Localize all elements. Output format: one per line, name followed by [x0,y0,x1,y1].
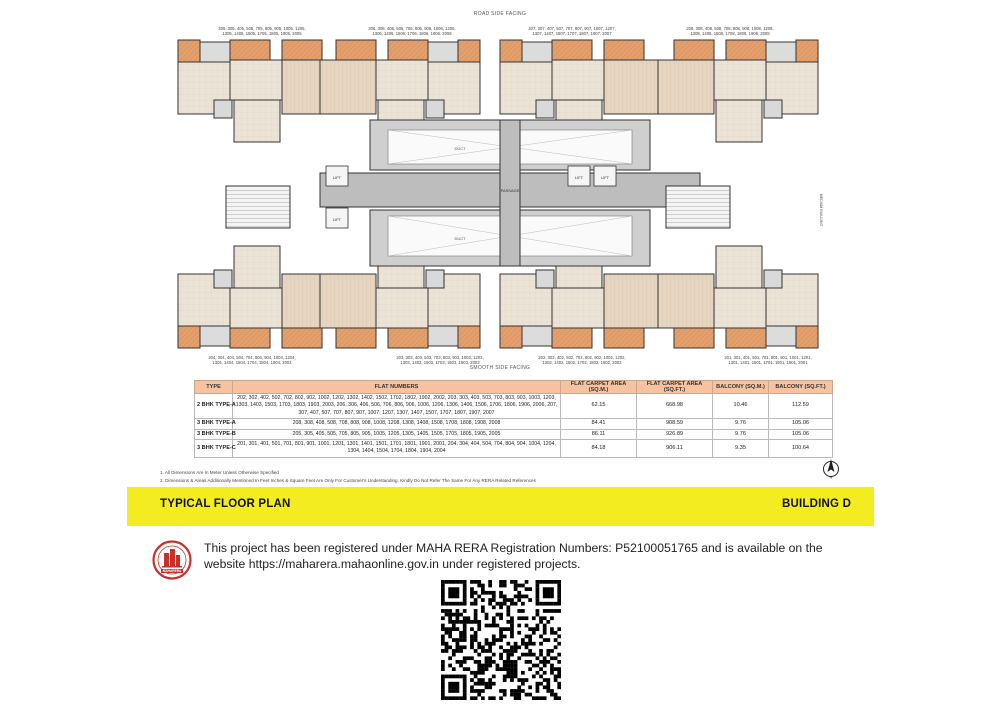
room-toilet [522,42,552,62]
carpet-area-sqm: 86.11 [561,429,637,439]
room-living-room [658,274,714,328]
room-balcony [458,326,480,348]
room-balcony [336,328,376,348]
room-balcony [388,328,428,348]
room-balcony [674,328,714,348]
unit-type: 3 BHK TYPE-A [195,419,233,429]
duct-label: DUCT [454,236,466,241]
flat-numbers-bottom-3: 202, 302, 402, 502, 702, 802, 902, 1002, 1202, 1302, 1402, 1502, 1702, 1802, 1902, 2002 [538,355,626,366]
room-toilet [764,270,782,288]
room-kitchen [234,246,280,288]
flat-numbers: 208, 308, 408, 508, 708, 808, 908, 1008, 1208, 1308, 1408, 1508, 1708, 1808, 1908, 2008 [233,419,561,429]
carpet-area-sqft: 926.89 [637,429,713,439]
room-kitchen [234,100,280,142]
room-toilet [428,326,458,346]
plan-notes [160,469,536,485]
maharera-logo-icon [152,540,192,580]
room-toilet [426,100,444,118]
carpet-area-sqm: 84.18 [561,440,637,458]
room-balcony [282,328,322,348]
room-toilet [200,42,230,62]
room-toilet [536,270,554,288]
room-balcony [178,40,200,62]
side-label: MEDIUM BUILDING [819,193,823,227]
room-toilet [536,100,554,118]
carpet-area-sqft: 908.59 [637,419,713,429]
balcony-sqft: 105.06 [769,419,833,429]
flat-numbers-top-2: 206, 306, 406, 506, 706, 806, 906, 1006, 1206, 1306, 1406, 1506, 1706, 1806, 1906, 2006 [368,26,456,37]
balcony-sqm: 10.46 [713,394,769,419]
room-bedroom [230,288,282,328]
room-toilet [522,326,552,346]
lift-label: LIFT [600,175,610,180]
flat-numbers-bottom-4: 201, 301, 401, 501, 701, 801, 901, 1001, 1201, 1301, 1401, 1501, 1701, 1801, 1901, 2001 [724,355,812,366]
plan-title: TYPICAL FLOOR PLAN [160,498,291,510]
flat-numbers-top-4: 208, 308, 408, 508, 708, 808, 908, 1008, 1208, 1308, 1408, 1508, 1708, 1808, 1908, 2008 [686,26,774,37]
room-kitchen [716,246,762,288]
note-item: 1. All Dimensions Are In Meter Unless Otherwise Specified [160,470,279,475]
duct-label: DUCT [454,146,466,151]
room-toilet [214,100,232,118]
room-living-room [604,60,660,114]
room-balcony [500,326,522,348]
balcony-sqft: 105.06 [769,429,833,439]
room-toilet [766,42,796,62]
unit-type: 3 BHK TYPE-B [195,429,233,439]
room-balcony [282,40,322,60]
room-balcony [552,40,592,60]
room-balcony [726,328,766,348]
corridor-label: PASSAGE [500,188,520,193]
flat-numbers-bottom-1: 204, 304, 404, 504, 704, 804, 904, 1004, 1204, 1304, 1404, 1504, 1704, 1804, 1904, 2004 [208,355,296,366]
carpet-area-sqft: 668.98 [637,394,713,419]
building-name: BUILDING D [782,498,852,510]
table-header-row [195,381,833,394]
column-header: FLAT CARPET AREA (SQ.M.) [561,381,637,394]
room-balcony [458,40,480,62]
room-balcony [230,40,270,60]
room-kitchen [716,100,762,142]
room-living-room [658,60,714,114]
column-header: BALCONY (SQ.M.) [713,381,769,394]
note-item: 2. Dimensions & Areas Additionally Mentioned In Feet Inches & Square Feet Are Only For Customer's Understanding. Kindly Do Not Refer The Same For Any RERA Related References [160,478,536,483]
flat-numbers-top-3: 207, 307, 407, 507, 707, 807, 907, 1007, 1207, 1307, 1407, 1507, 1707, 1807, 1907, 2007 [528,26,616,37]
column-header: FLAT NUMBERS [233,381,561,394]
room-toilet [766,326,796,346]
carpet-area-sqm: 84.41 [561,419,637,429]
qr-code-icon[interactable] [441,580,561,700]
room-balcony [726,40,766,60]
flat-numbers: 202, 302, 402, 502, 702, 802, 902, 1002, 1202, 1302, 1402, 1502, 1702, 1802, 1902, 2002, 203, 303, 403, 503, 703, 803, 903, 1003, 1203, 1303, 1403, 1503, 1703, 1803, 1903, 2003, 206, 306, 406, 506, 706, 806, 906, 1006, 1206, 1306, 1406, 1506, 1706, 1806, 1906, 2006, 207, 307, 407, 507, 707, 807, 907, 1007, 1207, 1307, 1407, 1507, 1707, 1807, 1907, 2007 [233,394,561,419]
table-row [195,419,833,429]
room-bedroom [714,288,766,328]
column-header: FLAT CARPET AREA (SQ.FT.) [637,381,713,394]
balcony-sqft: 112.59 [769,394,833,419]
room-balcony [336,40,376,60]
room-balcony [604,40,644,60]
balcony-sqm: 9.76 [713,429,769,439]
north-label: N [829,474,833,479]
table-row [195,394,833,419]
room-balcony [604,328,644,348]
room-balcony [552,328,592,348]
room-toilet [764,100,782,118]
unit-area-table [194,380,833,458]
flat-numbers-bottom-2: 203, 303, 403, 503, 703, 803, 903, 1003, 1203, 1303, 1403, 1503, 1703, 1803, 1903, 2003 [396,355,484,366]
room-bedroom [376,288,428,328]
room-bedroom [714,60,766,100]
unit-type: 3 BHK TYPE-C [195,440,233,458]
room-bedroom [552,60,604,100]
room-balcony [674,40,714,60]
room-toilet [428,42,458,62]
logo-text: MAHARERA [162,569,182,574]
table-row [195,440,833,458]
room-toilet [200,326,230,346]
floor-plan [170,10,830,372]
lift-label: LIFT [332,217,342,222]
room-toilet [214,270,232,288]
room-balcony [230,328,270,348]
flat-numbers-top-1: 205, 305, 405, 505, 705, 805, 905, 1005, 1205, 1305, 1405, 1505, 1705, 1805, 1905, 2005 [218,26,306,37]
room-bedroom [230,60,282,100]
flat-numbers: 201, 301, 401, 501, 701, 801, 901, 1001, 1201, 1301, 1401, 1501, 1701, 1801, 1901, 2001, 204, 304, 404, 504, 704, 804, 904, 1004, 1204, 1304, 1404, 1504, 1704, 1804, 1904, 2004 [233,440,561,458]
column-header: BALCONY (SQ.FT.) [769,381,833,394]
bottom-facing-label: SMOOTH SIDE FACING [469,365,531,371]
room-balcony [796,40,818,62]
lift-label: LIFT [574,175,584,180]
top-facing-label: ROAD SIDE FACING [473,11,527,17]
carpet-area-sqm: 62.15 [561,394,637,419]
table-row [195,429,833,439]
room-balcony [500,40,522,62]
balcony-sqft: 100.64 [769,440,833,458]
balcony-sqm: 9.76 [713,419,769,429]
room-living-room [320,274,376,328]
room-balcony [178,326,200,348]
rera-registration-text: This project has been registered under MAHA RERA Registration Numbers: P52100051765 and is available on the website https://maharera.mahaonline.gov.in under registered projects. [204,541,823,571]
room-balcony [388,40,428,60]
room-living-room [320,60,376,114]
lift-label: LIFT [332,175,342,180]
room-bedroom [552,288,604,328]
carpet-area-sqft: 906.11 [637,440,713,458]
room-living-room [604,274,660,328]
unit-type: 2 BHK TYPE-A [195,394,233,419]
room-bedroom [376,60,428,100]
column-header: TYPE [195,381,233,394]
balcony-sqm: 9.35 [713,440,769,458]
room-toilet [426,270,444,288]
room-balcony [796,326,818,348]
north-arrow-icon [822,457,840,479]
flat-numbers: 205, 305, 405, 505, 705, 805, 905, 1005, 1205, 1305, 1405, 1505, 1705, 1805, 1905, 2005 [233,429,561,439]
floor-plan-drawing [170,10,830,372]
